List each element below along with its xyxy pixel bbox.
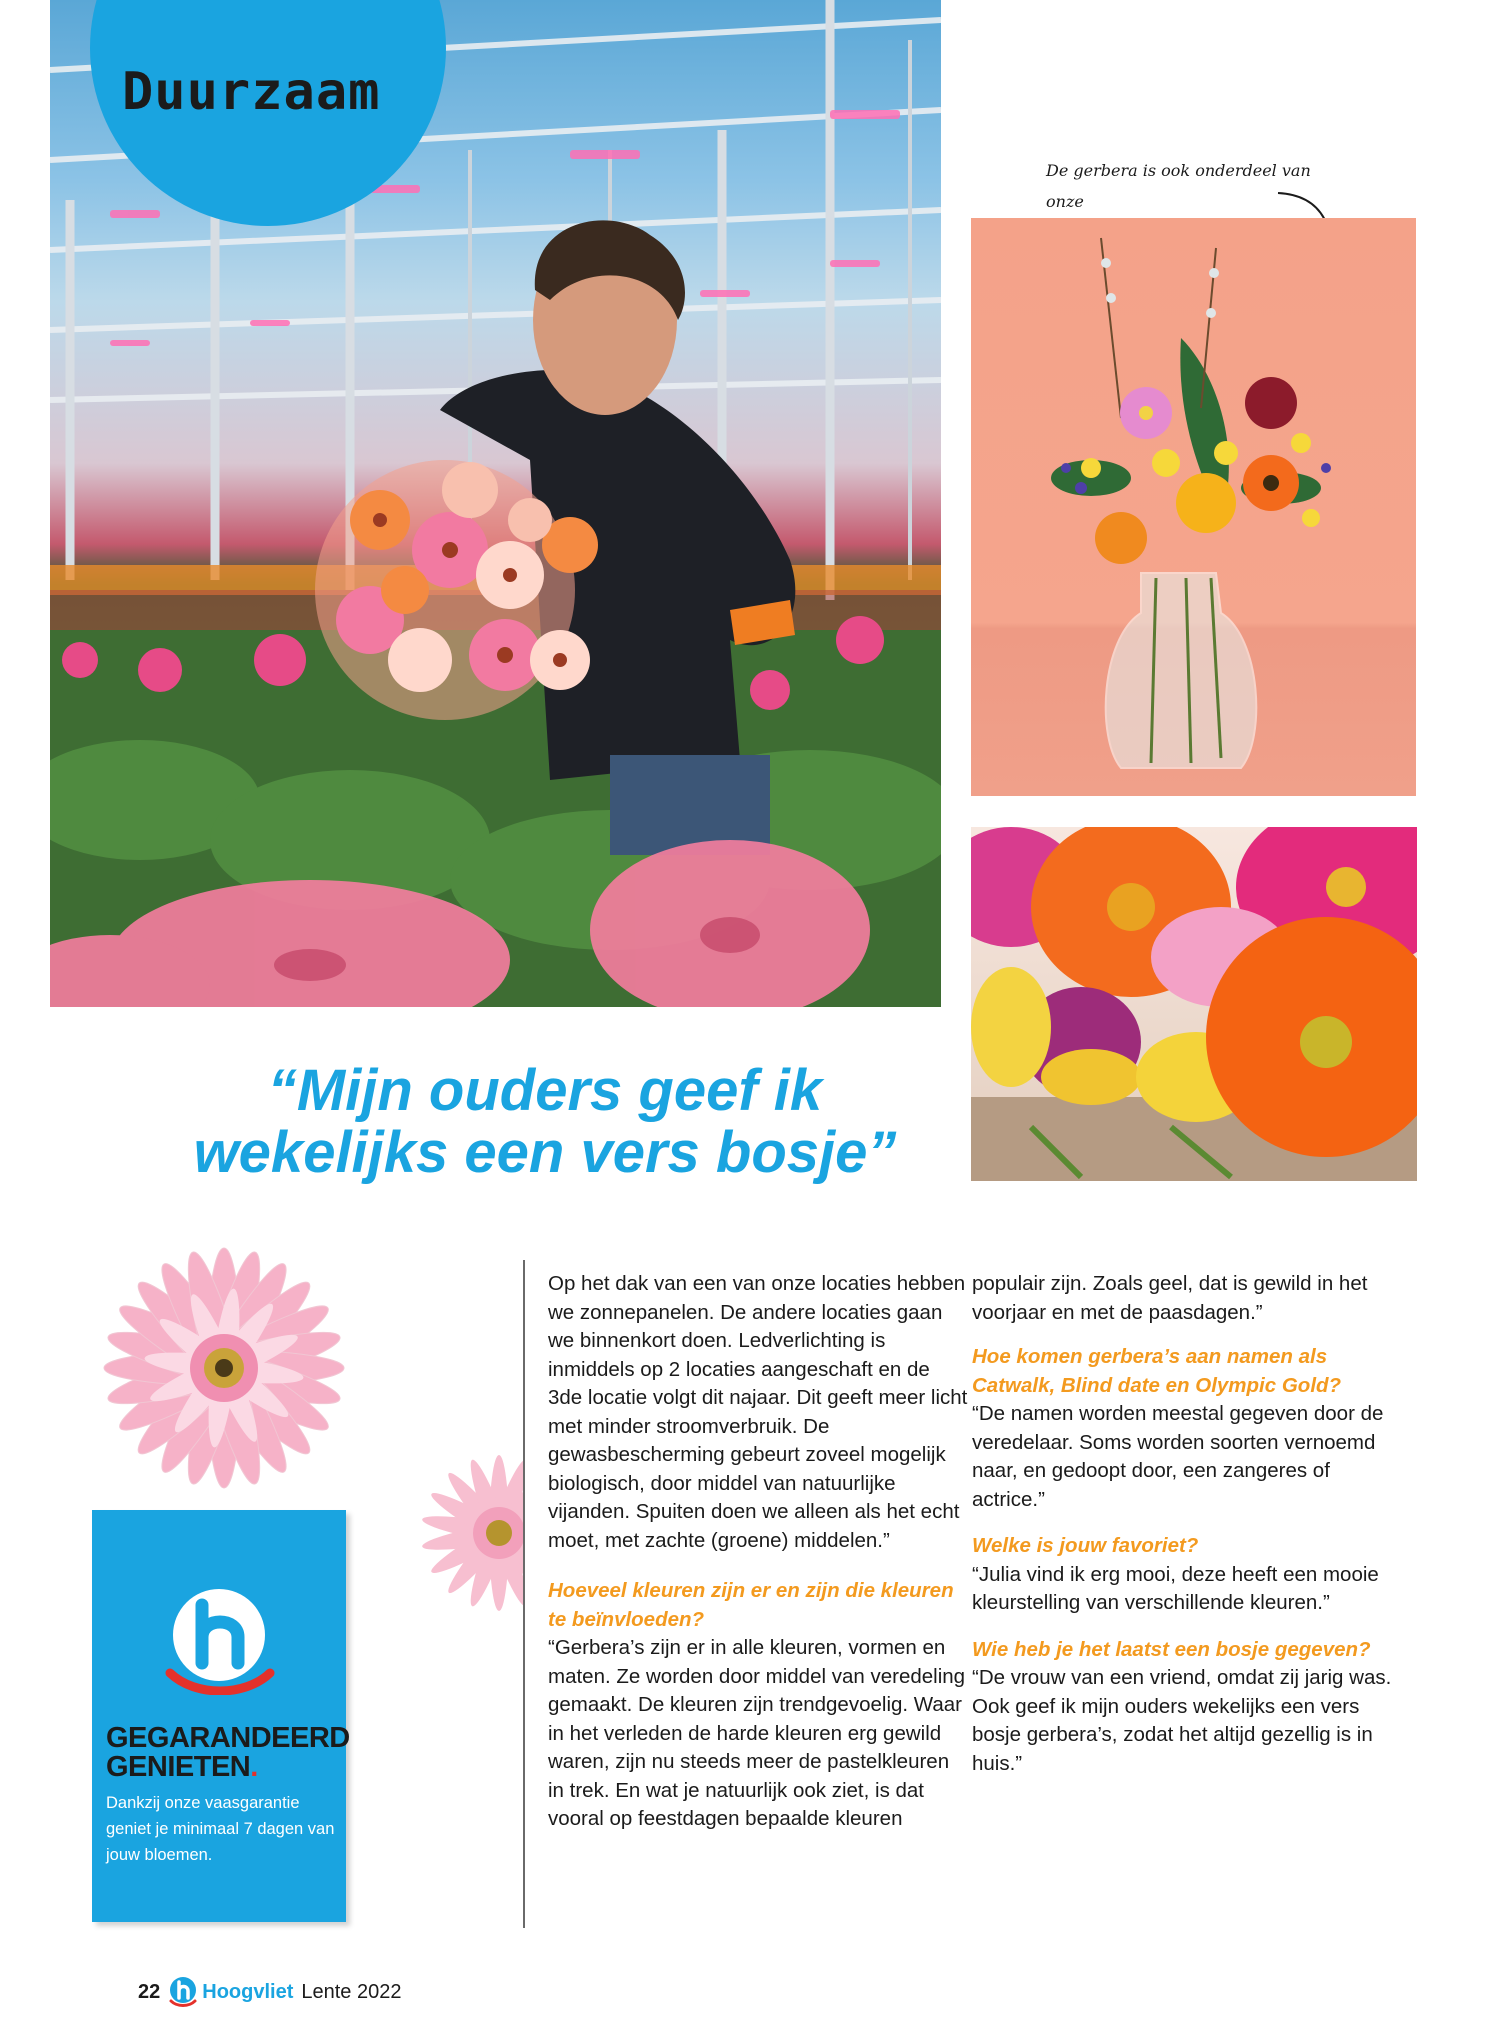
interview-answer: “De namen worden meestal gegeven door de veredelaar. Soms worden soorten vernoemd naar, en gedoopt door, een zangeres of actrice.” <box>972 1402 1384 1511</box>
section-label: Duurzaam <box>122 62 381 122</box>
interview-question: Hoeveel kleuren zijn er en zijn die kleuren te beïnvloeden? <box>548 1579 954 1631</box>
interview-answer: “Julia vind ik erg mooi, deze heeft een mooie kleurstelling van verschillende kleuren.” <box>972 1562 1379 1614</box>
article-column-1 <box>548 1270 968 1834</box>
hoogvliet-logo-icon <box>160 1585 278 1695</box>
interview-answer: “De vrouw van een vriend, omdat zij jarig was. Ook geef ik mijn ouders wekelijks een vers bosje gerbera’s, zodat het altijd gezellig is in huis.” <box>972 1666 1392 1775</box>
small-pink-gerbera-icon <box>414 1448 524 1618</box>
guarantee-title-dot: . <box>250 1751 258 1783</box>
article-paragraph: populair zijn. Zoals geel, dat is gewild in het voorjaar en met de paasdagen.” <box>972 1272 1368 1324</box>
interview-answer: “Gerbera’s zijn er in alle kleuren, vormen en maten. Ze worden door middel van veredeling gemaakt. De kleuren zijn trendgevoelig. Waar in het verleden de harde kleuren erg gewild waren, zijn nu steeds meer de pastelkleuren in trek. En wat je natuurlijk ook ziet, is dat vooral op feestdagen bepaalde kleuren <box>548 1636 966 1830</box>
bouquet-vase-photo <box>971 218 1416 796</box>
tulips-gerbera-closeup-photo <box>971 827 1417 1181</box>
guarantee-title <box>106 1722 350 1783</box>
column-divider <box>523 1260 525 1928</box>
brand-name: Hoogvliet <box>202 1980 294 2003</box>
pull-quote-line-2: wekelijks een vers bosje” <box>193 1120 897 1185</box>
guarantee-title-line-2: GENIETEN <box>106 1751 251 1783</box>
caption-line-1: De gerbera is ook onderdeel van onze <box>1046 161 1311 211</box>
hoogvliet-small-logo-icon <box>168 1976 198 2008</box>
guarantee-box <box>92 1510 350 1922</box>
article-column-2 <box>972 1270 1392 1778</box>
interview-question: Hoe komen gerbera’s aan namen als Catwalk, Blind date en Olympic Gold? <box>972 1345 1342 1397</box>
guarantee-text: Dankzij onze vaasgarantie geniet je minimaal 7 dagen van jouw bloemen. <box>106 1794 335 1864</box>
page-number: 22 <box>138 1980 161 2003</box>
page-footer <box>138 1975 401 2009</box>
pull-quote-line-1: “Mijn ouders geef ik <box>267 1058 823 1123</box>
issue-label: Lente 2022 <box>301 1980 402 2003</box>
closeup-illustration <box>971 827 1417 1181</box>
pink-gerbera-icon <box>84 1228 364 1508</box>
pull-quote <box>150 1060 940 1184</box>
article-paragraph: Op het dak van een van onze locaties hebben we zonnepanelen. De andere locaties gaan we binnenkort doen. Ledverlichting is inmiddels op 2 locaties aangeschaft en de 3de locatie volgt dit najaar. Dit geeft meer licht met minder stroomverbruik. De gewasbescherming gebeurt zoveel mogelijk biologisch, door middel van natuurlijke vijanden. Spuiten doen we alleen als het echt moet, met zachte (groene) middelen.” <box>548 1272 968 1552</box>
guarantee-title-line-1: GEGARANDEERD <box>106 1722 350 1754</box>
interview-question: Welke is jouw favoriet? <box>972 1534 1199 1557</box>
interview-question: Wie heb je het laatst een bosje gegeven? <box>972 1637 1371 1661</box>
bouquet-illustration <box>971 218 1416 796</box>
